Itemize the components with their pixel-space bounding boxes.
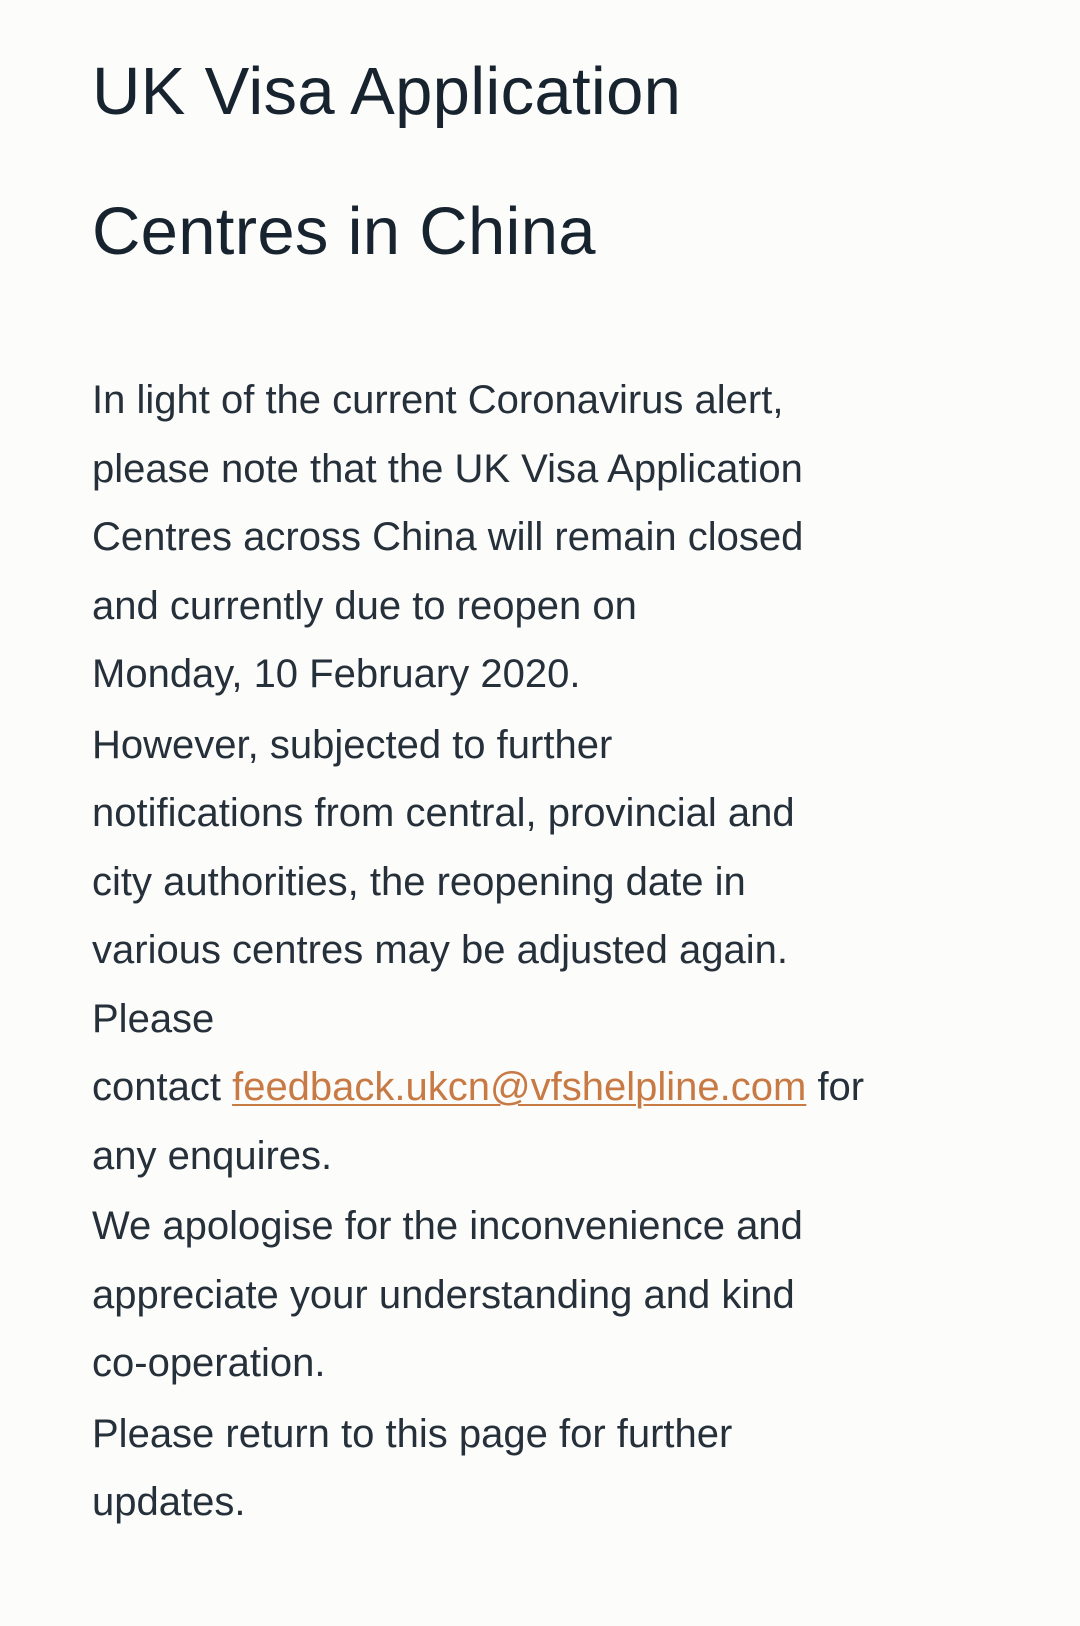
contact-suffix: for bbox=[806, 1065, 865, 1109]
text-line: and currently due to reopen on bbox=[92, 583, 637, 628]
feedback-email-link[interactable]: feedback.ukcn@vfshelpline.com bbox=[232, 1065, 807, 1109]
updates-paragraph bbox=[92, 1400, 1040, 1537]
text-line: co-operation. bbox=[92, 1341, 326, 1385]
text-line: We apologise for the inconvenience and bbox=[92, 1204, 803, 1248]
page-title-line-1: UK Visa Application bbox=[92, 54, 682, 129]
notice-body bbox=[92, 366, 1040, 1537]
contact-line bbox=[92, 1053, 1040, 1122]
text-line: However, subjected to further bbox=[92, 722, 613, 767]
text-line: please note that the UK Visa Application bbox=[92, 446, 803, 491]
text-line: any enquires. bbox=[92, 1133, 333, 1178]
text-line: notifications from central, provincial and bbox=[92, 791, 795, 835]
text-line: appreciate your understanding and kind bbox=[92, 1272, 795, 1317]
page-title-line-2: Centres in China bbox=[92, 194, 596, 269]
adjustment-paragraph bbox=[92, 711, 1040, 1191]
text-line: In light of the current Coronavirus alert, bbox=[92, 378, 784, 422]
apology-paragraph bbox=[92, 1192, 1040, 1398]
page-title bbox=[92, 0, 1040, 302]
text-line: various centres may be adjusted again. bbox=[92, 928, 788, 972]
text-line: Monday, 10 February 2020. bbox=[92, 652, 581, 696]
closure-paragraph bbox=[92, 366, 1040, 709]
text-line: Please return to this page for further bbox=[92, 1411, 733, 1456]
text-line: Centres across China will remain closed bbox=[92, 515, 804, 559]
text-line: Please bbox=[92, 996, 215, 1041]
contact-prefix: contact bbox=[92, 1065, 233, 1109]
text-line: updates. bbox=[92, 1480, 246, 1524]
text-line: city authorities, the reopening date in bbox=[92, 859, 746, 904]
